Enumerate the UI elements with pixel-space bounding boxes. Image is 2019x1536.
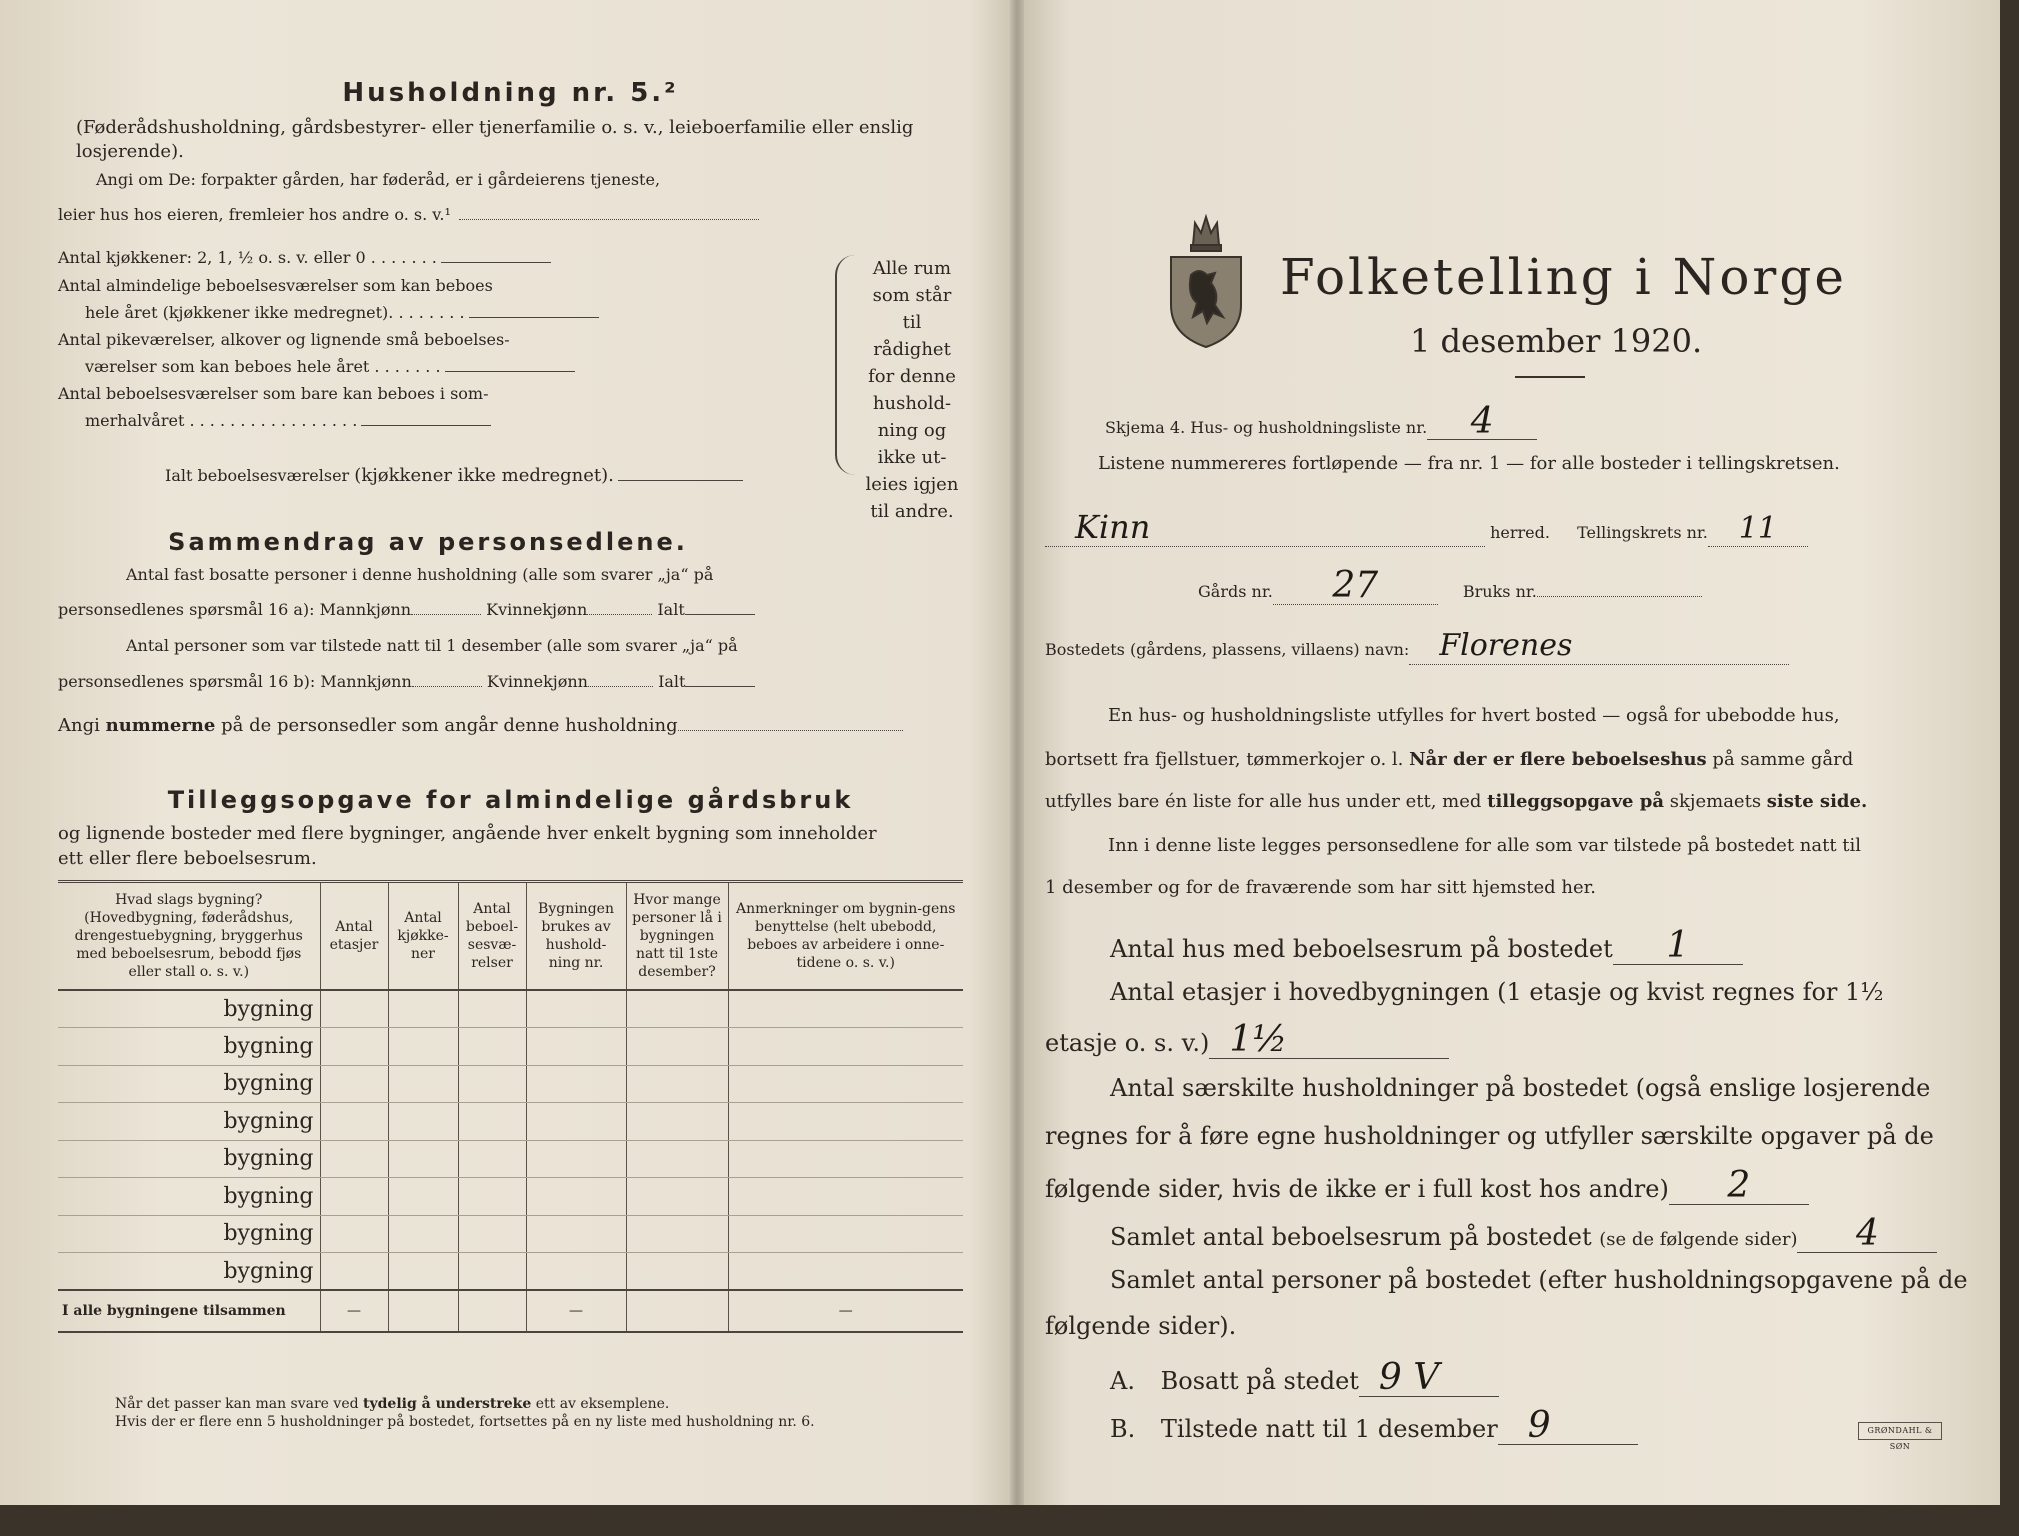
sarskilte-value[interactable]: 2 — [1669, 1168, 1809, 1205]
para1-line1: En hus- og husholdningsliste utfylles for hvert bosted — også for ubebodde hus, — [1108, 705, 1840, 726]
table-cell[interactable] — [320, 1103, 388, 1141]
col-husholdning-nr: Bygningen brukes av hushold-ning nr. — [526, 882, 626, 991]
table-row — [58, 1215, 963, 1253]
etasjer-value[interactable]: 1½ — [1209, 1022, 1449, 1059]
hus-value[interactable]: 1 — [1613, 928, 1743, 965]
scan-edge-bottom — [0, 1505, 2019, 1536]
para1-line3 — [1045, 790, 1867, 814]
samlet-rum-value[interactable]: 4 — [1797, 1216, 1937, 1253]
kjokkener-text: Antal kjøkkener: 2, 1, ½ o. s. v. eller 0 . . . . . . . — [58, 248, 437, 267]
gards-line — [1198, 565, 1702, 606]
page-fold — [1010, 0, 1024, 1536]
tillegg-line-1: og lignende bosteder med flere bygninger, angående hver enkelt bygning som inneholder — [58, 823, 877, 844]
table-cell[interactable] — [526, 1140, 626, 1178]
bygning-cell[interactable]: bygning — [58, 1215, 320, 1253]
household-title: Husholdning nr. 5.² — [342, 78, 679, 108]
fast-ialt-answer[interactable] — [685, 614, 755, 615]
brace-note-line: ikke ut- — [877, 447, 947, 468]
total-cell[interactable]: — — [526, 1290, 626, 1332]
scan-edge-right — [2000, 0, 2019, 1536]
brace-note-line: Alle rum — [872, 258, 952, 279]
bygning-cell[interactable]: bygning — [58, 1178, 320, 1216]
angi-nummerne-c: på de personsedler som angår denne husholdning — [221, 715, 678, 736]
fast-ialt-label: Ialt — [657, 600, 685, 619]
table-cell[interactable] — [526, 1178, 626, 1216]
col-kjokkener: Antal kjøkke-ner — [388, 882, 458, 991]
census-date: 1 desember 1920. — [1410, 322, 1703, 360]
table-cell[interactable] — [320, 990, 388, 1028]
table-cell[interactable] — [626, 1140, 728, 1178]
table-cell[interactable] — [458, 990, 526, 1028]
table-cell[interactable] — [526, 990, 626, 1028]
table-cell[interactable] — [388, 1253, 458, 1291]
footnote-1a: Når det passer kan man svare ved — [115, 1396, 359, 1412]
angi-nummerne-a: Angi — [58, 715, 100, 736]
sarskilte-line-1: Antal særskilte husholdninger på bostedet (også enslige losjerende — [1110, 1074, 1931, 1102]
bosatt-value[interactable]: 9 V — [1359, 1360, 1499, 1397]
para1-3b: tilleggsopgave på — [1487, 791, 1665, 812]
building-table-body — [58, 990, 963, 1332]
col-bygning-type: Hvad slags bygning? (Hovedbygning, føderådshus, drengestuebygning, bryggerhus med beboelsesrum, bebodd fjøs eller stall o. s. v.) — [58, 882, 320, 991]
fast-kvinne-label: Kvinnekjønn — [486, 600, 588, 619]
table-cell[interactable] — [320, 1028, 388, 1066]
alm-line-2 — [85, 303, 599, 322]
building-table — [58, 880, 963, 1333]
brace-note-line: rådighet — [873, 339, 951, 360]
gards-value[interactable]: 27 — [1273, 568, 1438, 605]
col-beboelsesvaerelser: Antal beboel-sesvæ-relser — [458, 882, 526, 991]
table-cell[interactable] — [728, 990, 963, 1028]
bruks-value[interactable] — [1537, 596, 1702, 597]
main-title: Folketelling i Norge — [1280, 248, 1847, 306]
table-cell[interactable] — [728, 1103, 963, 1141]
ialt-answer[interactable] — [618, 480, 743, 481]
brace-note-line: som står til — [872, 285, 952, 333]
angi-line-2-text: leier hus hos eieren, fremleier hos andre o. s. v.¹ — [58, 205, 451, 224]
bygning-cell[interactable]: bygning — [58, 1028, 320, 1066]
skjema-value[interactable]: 4 — [1427, 405, 1537, 440]
tilstede-mann-answer[interactable] — [412, 686, 482, 687]
table-cell[interactable] — [320, 1065, 388, 1103]
tellingskrets-label: Tellingskrets nr. — [1577, 523, 1708, 542]
brace-note-line: hushold- — [872, 393, 952, 414]
table-cell[interactable] — [388, 1028, 458, 1066]
samlet-pers-line-2: følgende sider). — [1045, 1312, 1237, 1340]
tilstede-line-2 — [58, 672, 755, 691]
table-total-row — [58, 1290, 963, 1332]
footnote-1 — [115, 1395, 669, 1413]
table-cell[interactable] — [388, 990, 458, 1028]
tilstede-line-1: Antal personer som var tilstede natt til 1 desember (alle som svarer „ja“ på — [126, 636, 738, 655]
table-cell[interactable] — [458, 1065, 526, 1103]
sarskilte-line-2: regnes for å føre egne husholdninger og utfyller særskilte opgaver på de — [1045, 1122, 1934, 1150]
sommer-answer[interactable] — [361, 425, 491, 426]
household-subtitle: (Føderådshusholdning, gårdsbestyrer- eller tjenerfamilie o. s. v., leieboerfamilie eller enslig losjerende). — [76, 117, 914, 162]
etasjer-line-2 — [1045, 1019, 1449, 1060]
tilstede-label: Tilstede natt til 1 desember — [1160, 1415, 1498, 1443]
table-cell[interactable] — [320, 1253, 388, 1291]
pike-line-2-text: værelser som kan beboes hele året . . . . . . . — [85, 357, 441, 376]
table-cell[interactable] — [626, 1215, 728, 1253]
herred-label: herred. — [1490, 523, 1550, 542]
bostedets-value[interactable]: Florenes — [1409, 628, 1789, 665]
bostedets-line — [1045, 628, 1789, 665]
bosatt-label: Bosatt på stedet — [1160, 1367, 1359, 1395]
table-cell[interactable] — [626, 1103, 728, 1141]
brace-note-line: ning og — [877, 420, 947, 441]
table-cell[interactable] — [728, 1140, 963, 1178]
pike-answer[interactable] — [445, 371, 575, 372]
table-row — [58, 1140, 963, 1178]
total-cell[interactable] — [388, 1290, 458, 1332]
sommer-line-2 — [85, 411, 491, 430]
brace-note-line: leies igjen — [865, 474, 959, 495]
bostedets-label: Bostedets (gårdens, plassens, villaens) navn: — [1045, 640, 1410, 659]
table-cell[interactable] — [458, 1253, 526, 1291]
table-cell[interactable] — [458, 1215, 526, 1253]
angi-nummerne-answer[interactable] — [678, 730, 903, 731]
tilstede-mann-label: personsedlenes spørsmål 16 b): Mannkjønn — [58, 672, 412, 691]
ialt-main: Ialt beboelsesværelser — [165, 466, 350, 485]
para1-2b: Når der er flere beboelseshus — [1409, 749, 1707, 770]
tilstede-value[interactable]: 9 — [1498, 1408, 1638, 1445]
table-cell[interactable] — [320, 1178, 388, 1216]
col-anmerkninger: Anmerkninger om bygnin-gens benyttelse (helt ubebodd, beboes av arbeidere i onne-tidene o. s. v.) — [728, 882, 963, 991]
table-cell[interactable] — [388, 1140, 458, 1178]
para1-3d: siste side. — [1766, 791, 1868, 812]
fast-mann-label: personsedlenes spørsmål 16 a): Mannkjønn — [58, 600, 412, 619]
bygning-cell[interactable]: bygning — [58, 1253, 320, 1291]
tilstede-ialt-answer[interactable] — [685, 686, 755, 687]
total-cell[interactable]: — — [320, 1290, 388, 1332]
brace-note-line: til andre. — [870, 501, 954, 522]
norway-coat-of-arms-icon — [1163, 205, 1249, 350]
para1-2a: bortsett fra fjellstuer, tømmerkojer o. l. — [1045, 749, 1404, 770]
table-row — [58, 1178, 963, 1216]
tillegg-title: Tilleggsopgave for almindelige gårdsbruk — [167, 786, 854, 814]
fast-kvinne-answer[interactable] — [587, 614, 652, 615]
etasjer-line-1: Antal etasjer i hovedbygningen (1 etasje og kvist regnes for 1½ — [1110, 978, 1884, 1006]
table-cell[interactable] — [728, 1178, 963, 1216]
table-cell[interactable] — [626, 1065, 728, 1103]
tilstede-kvinne-label: Kvinnekjønn — [486, 672, 588, 691]
table-cell[interactable] — [626, 1028, 728, 1066]
angi-line-1: Angi om De: forpakter gården, har føderåd, er i gårdeierens tjeneste, — [96, 170, 661, 189]
bygning-cell[interactable]: bygning — [58, 1140, 320, 1178]
tillegg-line-2: ett eller flere beboelsesrum. — [58, 848, 317, 869]
ialt-line — [165, 464, 743, 488]
table-row — [58, 1065, 963, 1103]
herred-line — [1045, 508, 1808, 547]
para1-3a: utfylles bare én liste for alle hus under ett, med — [1045, 791, 1482, 812]
footnote-1c: ett av eksemplene. — [535, 1396, 670, 1412]
kjokkener-answer[interactable] — [441, 262, 551, 263]
para1-line2 — [1045, 748, 1853, 772]
angi-line-2 — [58, 205, 759, 224]
table-cell[interactable] — [526, 1215, 626, 1253]
bruks-label: Bruks nr. — [1462, 582, 1537, 601]
sommer-line-2-text: merhalvåret . . . . . . . . . . . . . . . . . — [85, 411, 358, 430]
table-cell[interactable] — [728, 1065, 963, 1103]
table-cell[interactable] — [458, 1028, 526, 1066]
para1-2c: på samme gård — [1712, 749, 1854, 770]
skjema-label: Skjema 4. Hus- og husholdningsliste nr. — [1105, 418, 1428, 437]
gards-label: Gårds nr. — [1198, 582, 1273, 601]
para1-3c: skjemaets — [1669, 791, 1762, 812]
fast-mann-answer[interactable] — [411, 614, 481, 615]
table-cell[interactable] — [526, 1028, 626, 1066]
hus-label: Antal hus med beboelsesrum på bostedet — [1110, 935, 1613, 963]
total-cell[interactable]: — — [728, 1290, 963, 1332]
alm-line-2-text: hele året (kjøkkener ikke medregnet). . . . . . . . — [85, 303, 465, 322]
tilstede-kvinne-answer[interactable] — [588, 686, 653, 687]
bosatt-letter: A. — [1110, 1367, 1135, 1395]
table-cell[interactable] — [626, 1253, 728, 1291]
samlet-rum-line — [1110, 1213, 1937, 1254]
table-cell[interactable] — [388, 1215, 458, 1253]
tilstede-letter: B. — [1110, 1415, 1136, 1443]
bygning-cell[interactable]: bygning — [58, 1103, 320, 1141]
tilstede-line — [1110, 1405, 1638, 1446]
table-cell[interactable] — [526, 1103, 626, 1141]
bygning-cell[interactable]: bygning — [58, 1065, 320, 1103]
angi-answer-line[interactable] — [459, 219, 759, 220]
alm-line-1: Antal almindelige beboelsesværelser som kan beboes — [58, 276, 493, 295]
table-row — [58, 1103, 963, 1141]
table-cell[interactable] — [526, 1065, 626, 1103]
pike-line-2 — [85, 357, 575, 376]
angi-nummerne-line — [58, 714, 903, 738]
samlet-pers-line-1: Samlet antal personer på bostedet (efter husholdningsopgavene på de — [1110, 1266, 1968, 1294]
table-row — [58, 990, 963, 1028]
table-cell[interactable] — [320, 1140, 388, 1178]
bygning-cell[interactable]: bygning — [58, 990, 320, 1028]
table-cell[interactable] — [728, 1028, 963, 1066]
sarskilte-line-3 — [1045, 1165, 1809, 1206]
total-label: I alle bygningene tilsammen — [58, 1290, 320, 1332]
etasjer-label: etasje o. s. v.) — [1045, 1029, 1210, 1057]
herred-value[interactable]: Kinn — [1045, 508, 1485, 547]
kjokkener-line — [58, 248, 551, 267]
para2-line1: Inn i denne liste legges personsedlene for alle som var tilstede på bostedet natt til — [1108, 835, 1862, 856]
sammendrag-title: Sammendrag av personsedlene. — [168, 528, 688, 556]
para2-line2: 1 desember og for de fraværende som har sitt hjemsted her. — [1045, 877, 1596, 898]
tellingskrets-value[interactable]: 11 — [1708, 512, 1808, 547]
total-cell[interactable] — [458, 1290, 526, 1332]
building-table-header — [58, 882, 963, 991]
table-row — [58, 1253, 963, 1291]
table-cell[interactable] — [728, 1253, 963, 1291]
sommer-line-1: Antal beboelsesværelser som bare kan beboes i som- — [58, 384, 489, 403]
col-etasjer: Antal etasjer — [320, 882, 388, 991]
title-rule — [1515, 376, 1585, 378]
total-cell[interactable] — [626, 1290, 728, 1332]
listene-note: Listene nummereres fortløpende — fra nr. 1 — for alle bosteder i tellingskretsen. — [1098, 453, 1840, 474]
pike-line-1: Antal pikeværelser, alkover og lignende små beboelses- — [58, 330, 510, 349]
table-cell[interactable] — [388, 1065, 458, 1103]
samlet-rum-label: Samlet antal beboelsesrum på bostedet — [1110, 1223, 1592, 1251]
fast-line-2 — [58, 600, 755, 619]
table-cell[interactable] — [388, 1178, 458, 1216]
brace-note — [862, 255, 962, 525]
table-cell[interactable] — [526, 1253, 626, 1291]
table-cell[interactable] — [458, 1178, 526, 1216]
table-cell[interactable] — [728, 1215, 963, 1253]
table-row — [58, 1028, 963, 1066]
table-cell[interactable] — [458, 1140, 526, 1178]
hus-line — [1110, 925, 1743, 966]
alm-answer[interactable] — [469, 317, 599, 318]
bosatt-line — [1110, 1357, 1499, 1398]
brace-note-line: for denne — [868, 366, 956, 387]
footnote-1b: tydelig å understreke — [363, 1396, 532, 1412]
skjema-line — [1105, 401, 1537, 442]
table-cell[interactable] — [320, 1215, 388, 1253]
table-cell[interactable] — [458, 1103, 526, 1141]
col-personer: Hvor mange personer lå i bygningen natt til 1ste desember? — [626, 882, 728, 991]
tilstede-ialt-label: Ialt — [658, 672, 686, 691]
samlet-rum-note: (se de følgende sider) — [1599, 1229, 1798, 1250]
ialt-note: (kjøkkener ikke medregnet). — [354, 465, 614, 486]
sarskilte-label: følgende sider, hvis de ikke er i full kost hos andre) — [1045, 1175, 1669, 1203]
angi-nummerne-b: nummerne — [105, 715, 216, 736]
table-cell[interactable] — [626, 990, 728, 1028]
table-cell[interactable] — [626, 1178, 728, 1216]
printer-stamp: GRØNDAHL & SØN — [1858, 1422, 1942, 1440]
fast-line-1: Antal fast bosatte personer i denne husholdning (alle som svarer „ja“ på — [126, 565, 714, 584]
footnote-2: Hvis der er flere enn 5 husholdninger på bostedet, fortsettes på en ny liste med husholdning nr. 6. — [115, 1414, 815, 1430]
table-cell[interactable] — [388, 1103, 458, 1141]
